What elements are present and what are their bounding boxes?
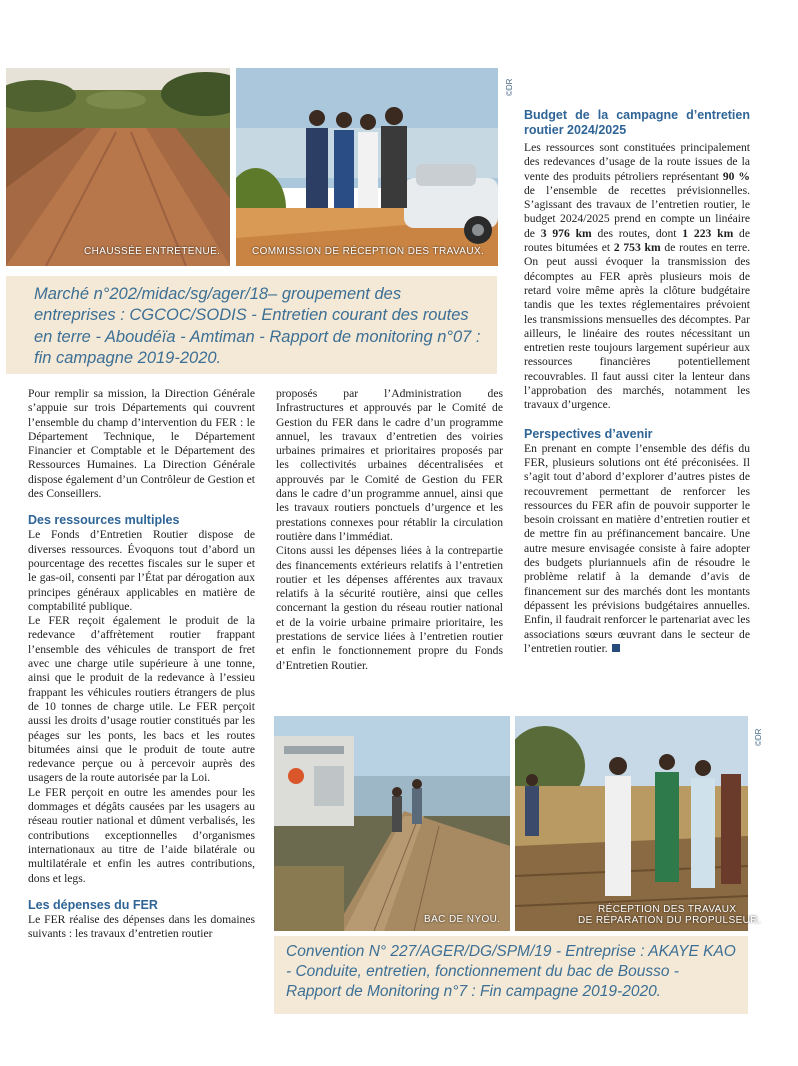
intro-paragraph: Pour remplir sa mission, la Direction Générale s’appuie sur trois Départements qui couvrent l’ensemble du champ d’intervention du FER : le Département Technique, le Département Financier et Comptable et le Département des Ressources Humaines. La Direction Générale dispose également d’un Contrôleur de Gestion et des Conseillers. bbox=[28, 387, 255, 501]
top-callout bbox=[6, 276, 497, 374]
ressources-paragraph-2: Le FER reçoit également le produit de la redevance d’affrètement routier frappant l’ensemble des véhicules de transport de fret avec une charge utile supérieure à une tonne, ainsi que le produit de la redevance à l’essieu frappant les véhicules routiers étrangers de plus de 10 tonnes de charge utile. Le FER perçoit aussi les droits d’usage routier constitués par les péages sur les ponts, les bacs et les routes bitumées ainsi que le produit de toute autre redevance perçue ou à percevoir auprès des usagers de la route autorisée par la Loi. bbox=[28, 614, 255, 785]
column-3 bbox=[524, 108, 750, 656]
top-callout-text: Marché n°202/midac/sg/ager/18– groupement des entreprises : CGCOC/SODIS - Entretien courant des routes en terre - Aboudéïa - Amtiman - Rapport de monitoring n°07 : fin campagne 2019-2020. bbox=[34, 285, 481, 368]
column-1 bbox=[28, 387, 255, 941]
commission-photo bbox=[236, 68, 498, 266]
ressources-paragraph-3: Le FER perçoit en outre les amendes pour les dommages et dégâts causées par les usagers au réseau routier national et dûment verbalisés, les contributions exceptionnelles d’organismes internationaux au titre de l’aide bilatérale ou multilatérale et enfin les autres contributions, dons et legs. bbox=[28, 785, 255, 885]
repair-photo-caption-line-2: DE RÉPARATION DU PROPULSEUR. bbox=[578, 915, 762, 926]
road-photo bbox=[6, 68, 230, 266]
ferry-photo-caption: BAC DE NYOU. bbox=[424, 914, 501, 925]
photo-credit-top: ©DR bbox=[505, 78, 514, 96]
budget-km-bitume: 1 223 km bbox=[682, 226, 734, 240]
bottom-callout-text: Convention N° 227/AGER/DG/SPM/19 - Entreprise : AKAYE KAO - Conduite, entretien, fonctionnement du bac de Bousso - Rapport de Monitoring n°7 : Fin campagne 2019-2020. bbox=[286, 943, 736, 1001]
repair-photo bbox=[515, 716, 748, 931]
heading-perspectives: Perspectives d’avenir bbox=[524, 426, 653, 441]
photo-credit-bottom: ©DR bbox=[754, 728, 763, 746]
heading-depenses: Les dépenses du FER bbox=[28, 897, 158, 912]
depenses-paragraph-2: proposés par l’Administration des Infrastructures et approuvés par le Comité de Gestion du FER dans le cadre d’un programme annuel, les travaux d’entretien des voiries urbaines primaires et prioritaires proposés par les collectivités urbaines décentralisées et approuvés par le Comité de Gestion du FER dans le cadre d’un programme annuel, ainsi que les travaux routiers ponctuels d’urgence et les prestations connexes pour rétablir la circulation routière dans l’immédiat. bbox=[276, 387, 503, 543]
budget-km-terre: 2 753 km bbox=[613, 241, 661, 255]
perspectives-paragraph: En prenant en compte l’ensemble des défis du FER, plusieurs solutions ont été préconisées. Il s’agit tout d’abord d’explorer d’autres pistes de recouvrement permettant de renforcer les ressources du FER afin de pouvoir supporter le besoin croissant en matière d’entretien routier et de mettre fin au préfinancement bancaire. Une autre mesure envisagée consiste à faire adopter des budgets pluriannuels afin de résoudre le problème relatif à la demande d’avis de financement sur des marchés dont les montants dépassent les prévisions budgétaires annuelles. Enfin, il faudrait renforcer le partenariat avec les associations sœurs œuvrant dans le secteur de l’entretien routier. bbox=[524, 441, 750, 655]
heading-budget: Budget de la campagne d’entretien routier 2024/2025 bbox=[524, 108, 750, 137]
depenses-paragraph-3: Citons aussi les dépenses liées à la contrepartie des financements extérieurs relatifs à l’entretien routier et les dépenses afférentes aux travaux relatifs à la sécurité routière, ainsi que celles concernant la gestion du réseau routier national et de la voirie urbaine primaire prioritaire, les prestations de service liées à l’entretien routier et enfin le fonctionnement propre du Fonds d’Entretien Routier. bbox=[276, 544, 503, 672]
column-2 bbox=[276, 387, 503, 673]
end-of-article-mark bbox=[612, 644, 620, 652]
road-photo-caption: CHAUSSÉE ENTRETENUE. bbox=[84, 246, 221, 257]
ressources-paragraph-1: Le Fonds d’Entretien Routier dispose de diverses ressources. Évoquons tout d’abord un pourcentage des recettes fiscales sur le super et le gas-oil, consenti par l’État par dérogation aux principes généraux applicables en matière de comptabilité publique. bbox=[28, 528, 255, 613]
repair-photo-caption-line-1: RÉCEPTION DES TRAVAUX bbox=[598, 904, 737, 915]
budget-paragraph: Les ressources sont constituées principalement des redevances d’usage de la route issues de la vente des produits pétroliers représentant 90 % de l’ensemble de recettes prévisionnelles. S’agissant des travaux de l’entretien routier, le budget 2024/2025 prend en compte un linéaire de 3 976 km des routes, dont 1 223 km de routes bitumées et 2 753 km de routes en terre. On peut aussi évoquer la transmission des décomptes au FER après plusieurs mois de retard voire même après la clôture budgétaire tandis que les textes réglementaires prévoient les transmissions mensuelles des décomptes. Par ailleurs, le linéaire des routes nécessitant un entretien reste toujours largement supérieur aux ressources financières potentiellement recouvrables. Il faut aussi citer la lenteur dans l’approbation des marchés, notamment les travaux d’urgence. bbox=[524, 141, 751, 412]
commission-photo-caption: COMMISSION DE RÉCEPTION DES TRAVAUX. bbox=[252, 246, 485, 257]
budget-percent: 90 % bbox=[722, 169, 750, 183]
heading-ressources: Des ressources multiples bbox=[28, 513, 180, 528]
depenses-paragraph-1: Le FER réalise des dépenses dans les domaines suivants : les travaux d’entretien routier bbox=[28, 912, 255, 941]
budget-km-total: 3 976 km bbox=[540, 226, 592, 240]
bottom-callout bbox=[274, 936, 748, 1014]
ferry-photo bbox=[274, 716, 510, 931]
